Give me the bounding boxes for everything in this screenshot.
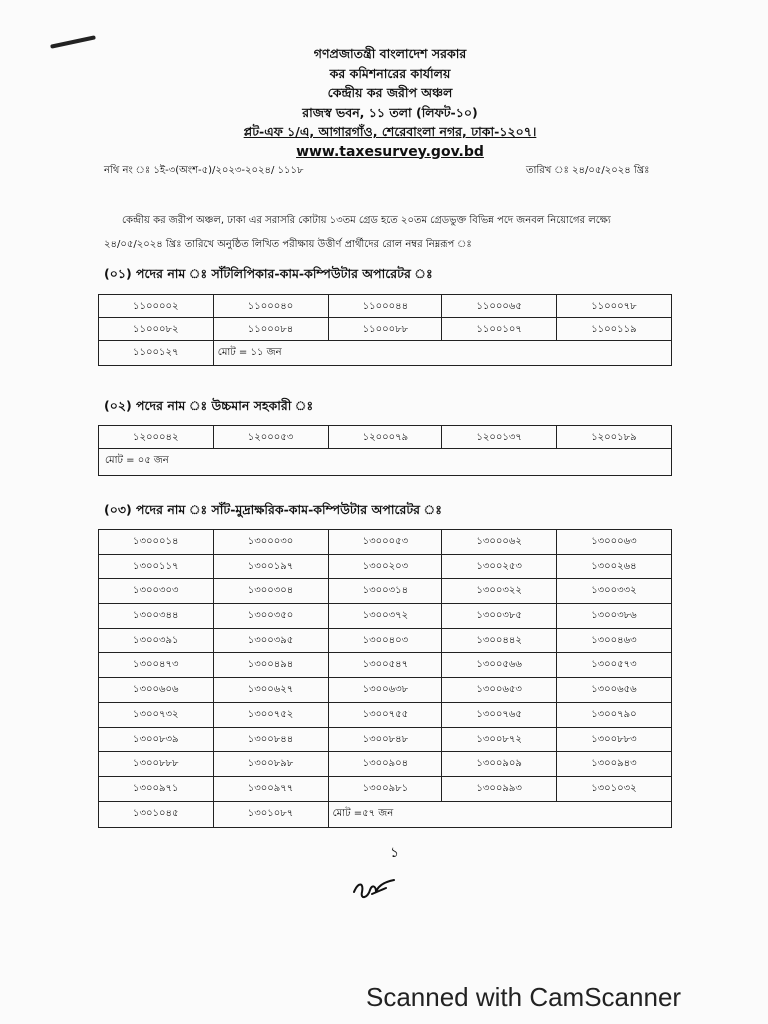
table-row [99,702,672,727]
roll-cell: ১৩০০৭৩২ [99,702,214,727]
roll-cell: ১৩০১০৩২ [557,776,672,801]
roll-cell: ১৩০০৩৪৪ [99,604,214,629]
roll-cell: ১৩০০৩৩২ [557,579,672,604]
roll-cell: ১১০০১২৭ [99,341,214,366]
roll-cell: ১৩০০৫৬৬ [442,653,557,678]
roll-cell: ১৩০০০৬২ [442,530,557,555]
roll-cell: ১৩০০২৫৩ [442,554,557,579]
roll-cell: ১১০০০৭৮ [557,295,672,318]
roll-cell: ১৩০০৯৮১ [328,776,442,801]
section-1-table [98,294,672,366]
roll-cell: ১৩০০৪৪২ [442,628,557,653]
roll-cell: ১১০০০৮৪ [213,318,328,341]
table-row [99,341,672,366]
roll-cell: ১৩০০৯০৯ [442,752,557,777]
roll-cell: ১৩০০২০৩ [328,554,442,579]
roll-cell: ১৩০০৮৯৮ [213,752,328,777]
roll-cell: ১৩০০৬০৬ [99,678,214,703]
roll-cell: ১১০০০৮৮ [328,318,442,341]
roll-cell: ১৩০০৫৪৭ [328,653,442,678]
roll-cell: ১৩০০৮৪৮ [328,727,442,752]
total-count: মোট =৫৭ জন [328,801,671,827]
roll-cell: ১৩০০৩২২ [442,579,557,604]
section-3-table [98,529,672,828]
roll-cell: ১৩০০৫৭৩ [557,653,672,678]
roll-cell: ১১০০০৬৫ [442,295,557,318]
roll-cell: ১৩০০৪৬৩ [557,628,672,653]
roll-cell: ১৩০০৯০৪ [328,752,442,777]
roll-cell: ১৩০০০১৪ [99,530,214,555]
table-row [99,678,672,703]
website-link[interactable]: www.taxesurvey.gov.bd [296,143,484,160]
roll-cell: ১৩০০৩৮৬ [557,604,672,629]
roll-cell: ১৩০০৬৫৩ [442,678,557,703]
roll-cell: ১৩০০৯৭৭ [213,776,328,801]
intro-paragraph: কেন্দ্রীয় কর জরীপ অঞ্চল, ঢাকা এর সরাসরি কোটায় ১৩তম গ্রেড হতে ২০তম গ্রেডভুক্ত বিভিন্ন পদে জনবল নিয়োগের লক্ষ্যে ২৪/০৫/২০২৪ খ্রিঃ তারিখে অনুষ্ঠিত লিখিত পরীক্ষায় উত্তীর্ণ প্রার্থীদের রোল নম্বর নিম্নরূপ ঃ [104,215,611,250]
zone-name: কেন্দ্রীয় কর জরীপ অঞ্চল [327,85,453,100]
initial-signature [350,874,400,904]
reference-number: নথি নং ঃ ১ই-৩(অংশ-৫)/২০২৩-২০২৪/ ১১১৮ [104,165,304,176]
table-row [99,530,672,555]
letterhead [180,44,600,162]
roll-cell: ১৩০০৮৮৩ [557,727,672,752]
roll-cell: ১৩০০৩৯১ [99,628,214,653]
camscanner-watermark: Scanned with CamScanner [366,982,682,1012]
document-date: তারিখ ঃ ২৪/০৫/২০২৪ খ্রিঃ [526,165,650,176]
roll-cell: ১৩০০০৬৩ [557,530,672,555]
roll-cell: ১৩০০৯৭১ [99,776,214,801]
roll-cell: ১৩০০৭৫২ [213,702,328,727]
roll-cell: ১৩০০৩১৪ [328,579,442,604]
table-row [99,579,672,604]
roll-cell: ১৩০০৮৩৯ [99,727,214,752]
roll-cell: ১৩০০৪৭৩ [99,653,214,678]
roll-cell: ১৩০০৭৫৫ [328,702,442,727]
table-row [99,628,672,653]
roll-cell: ১৩০০৭৯০ [557,702,672,727]
roll-cell: ১২০০০৫৩ [213,426,328,449]
roll-cell: ১৩০০৪৯৪ [213,653,328,678]
roll-cell: ১১০০০০২ [99,295,214,318]
table-row [99,604,672,629]
building-address: রাজস্ব ভবন, ১১ তলা (লিফট-১০) [302,104,478,120]
roll-cell: ১৩০০৬৫৬ [557,678,672,703]
office-name: কর কমিশনারের কার্যালয় [329,65,451,81]
table-row [99,426,672,449]
table-row [99,801,672,827]
roll-cell: ১৩০০৯৪৩ [557,752,672,777]
roll-cell: ১৩০০৩৮৫ [442,604,557,629]
table-row [99,776,672,801]
roll-cell: ১৩০০৮৭২ [442,727,557,752]
roll-cell: ১৩০১০৪৫ [99,801,214,827]
section-2-table [98,425,672,476]
roll-cell: ১৩০০৬২৭ [213,678,328,703]
roll-cell: ১৩০০৪০৩ [328,628,442,653]
section-2-title: (০২) পদের নাম ঃ উচ্চমান সহকারী ঃ [104,398,314,413]
roll-cell: ১৩০০৯৯৩ [442,776,557,801]
page-number: ১ [390,845,400,861]
roll-cell: ১১০০০৮২ [99,318,214,341]
roll-cell: ১৩০০৩৫০ [213,604,328,629]
govt-name: গণপ্রজাতন্ত্রী বাংলাদেশ সরকার [313,46,467,61]
roll-cell: ১১০০০৪০ [213,295,328,318]
roll-cell: ১৩০১০৮৭ [213,801,328,827]
roll-cell: ১৩০০১৯৭ [213,554,328,579]
roll-cell: ১৩০০৭৬৫ [442,702,557,727]
roll-cell: ১৩০০৩০৩ [99,579,214,604]
roll-cell: ১১০০১১৯ [557,318,672,341]
roll-cell: ১৩০০৩৭২ [328,604,442,629]
section-1-title: (০১) পদের নাম ঃ সাঁটলিপিকার-কাম-কম্পিউটার অপারেটর ঃ [104,266,433,281]
table-row [99,752,672,777]
table-row [99,449,672,476]
roll-cell: ১৩০০৩০৪ [213,579,328,604]
table-row [99,727,672,752]
roll-cell: ১৩০০৩৯৫ [213,628,328,653]
roll-cell: ১২০০১৮৯ [557,426,672,449]
table-row [99,295,672,318]
section-3-title: (০৩) পদের নাম ঃ সাঁট-মুদ্রাক্ষরিক-কাম-কম্পিউটার অপারেটর ঃ [104,502,442,517]
roll-cell: ১৩০০৮৪৪ [213,727,328,752]
roll-cell: ১৩০০২৬৪ [557,554,672,579]
table-row [99,554,672,579]
street-address: প্লট-এফ ১/এ, আগারগাঁও, শেরেবাংলা নগর, ঢাকা-১২০৭। [243,124,537,139]
roll-cell: ১১০০১০৭ [442,318,557,341]
roll-cell: ১৩০০৮৮৮ [99,752,214,777]
roll-cell: ১৩০০০৫৩ [328,530,442,555]
roll-cell: ১৩০০৬৩৮ [328,678,442,703]
roll-cell: ১২০০১৩৭ [442,426,557,449]
roll-cell: ১৩০০১১৭ [99,554,214,579]
roll-cell: ১১০০০৪৪ [328,295,442,318]
table-row [99,653,672,678]
table-row [99,318,672,341]
total-count: মোট = ১১ জন [213,341,671,366]
roll-cell: ১২০০০৭৯ [328,426,442,449]
roll-cell: ১৩০০০৩০ [213,530,328,555]
roll-cell: ১২০০০৪২ [99,426,214,449]
total-count: মোট = ০৫ জন [99,449,672,476]
